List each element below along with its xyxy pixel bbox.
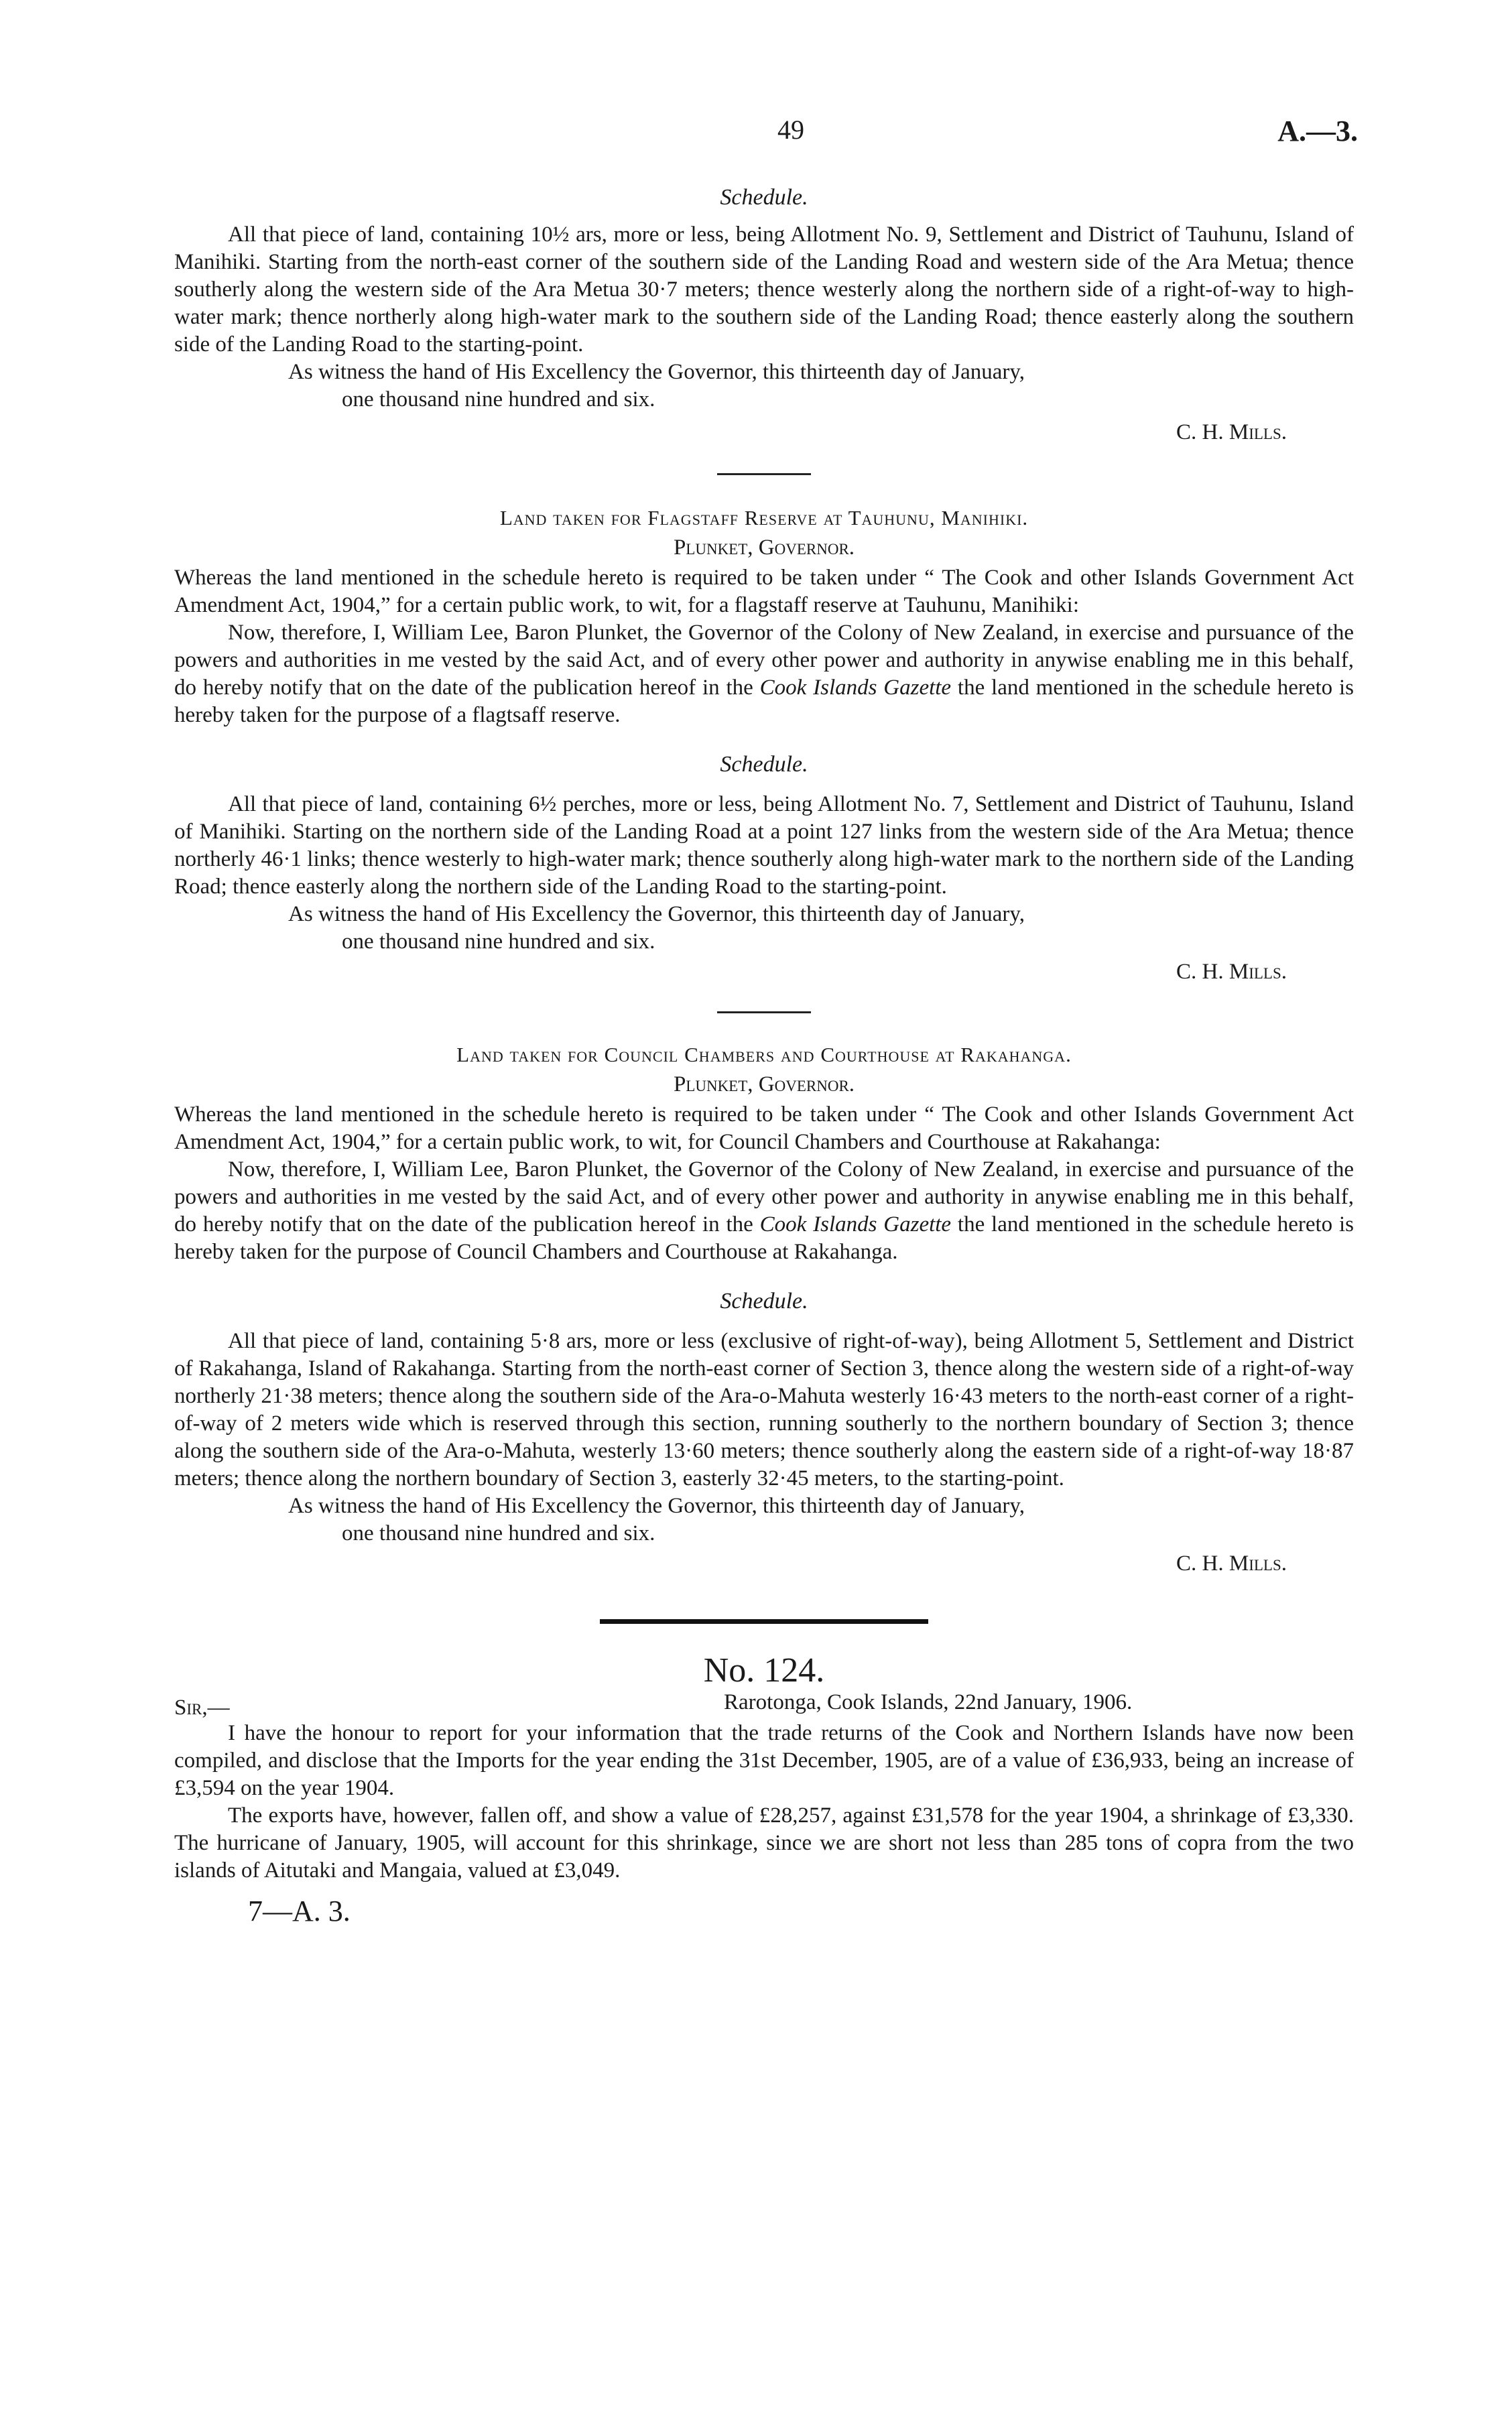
schedule-body: All that piece of land, containing 6½ perches, more or less, being Allotment No. 7, Settlement and District of Tauhunu, Island of Manihiki. Starting on the northern side of the Landing Road at a point 127 links from the western side of the Ara Metua; thence northerly 46·1 links; thence westerly to high-water mark; thence southerly along high-water mark to the northern side of the Landing Road; thence easterly along the northern side of the Landing Road to the starting-point. <box>174 792 1354 899</box>
section-divider <box>600 1619 928 1624</box>
proclamation-paragraph: Now, therefore, I, William Lee, Baron Plunket, the Governor of the Colony of New Zealand, in exercise and pursuance of the powers and authorities in me vested by the said Act, and of every other power and authority in anywise enabling me in this behalf, do hereby notify that on the date of the publication hereof in the Cook Islands Gazette the land mentioned in the schedule hereto is hereby taken for the purpose of Council Chambers and Courthouse at Rakahanga. <box>174 1157 1354 1264</box>
governor-line: Plunket, Governor. <box>673 535 855 560</box>
salutation: Sir,— <box>174 1696 230 1720</box>
proclamation-paragraph: Now, therefore, I, William Lee, Baron Plunket, the Governor of the Colony of New Zealand, in exercise and pursuance of the powers and authorities in me vested by the said Act, and of every other power and authority in anywise enabling me in this behalf, do hereby notify that on the date of the publication hereof in the Cook Islands Gazette the land mentioned in the schedule hereto is hereby taken for the purpose of a flagtsaff reserve. <box>174 621 1354 727</box>
witness-clause: As witness the hand of His Excellency the Governor, this thirteenth day of January, one thousand nine hundred and six. <box>288 1494 1025 1545</box>
place-date: Rarotonga, Cook Islands, 22nd January, 1906. <box>724 1690 1133 1714</box>
letter-header <box>174 1690 1354 1720</box>
schedule-title: Schedule. <box>720 752 808 777</box>
schedule-title: Schedule. <box>720 185 808 210</box>
signature: C. H. Mills. <box>1176 960 1287 984</box>
whereas-paragraph: Whereas the land mentioned in the schedule hereto is required to be taken under “ The Cook and other Islands Government Act Amendment Act, 1904,” for a certain public work, to wit, for Council Chambers and Courthouse at Rakahanga: <box>174 1102 1354 1154</box>
governor-line: Plunket, Governor. <box>673 1072 855 1096</box>
signature: C. H. Mills. <box>1176 420 1287 444</box>
signature: C. H. Mills. <box>1176 1551 1287 1576</box>
schedule-title: Schedule. <box>720 1289 808 1314</box>
letter-number: No. 124. <box>703 1651 825 1690</box>
schedule-body: All that piece of land, containing 5·8 ars, more or less (exclusive of right-of-way), being Allotment 5, Settlement and District of Rakahanga, Island of Rakahanga. Starting from the north-east corner of Section 3, thence along the western side of a right-of-way northerly 21·38 meters; thence along the southern side of the Ara-o-Mahuta westerly 16·43 meters to the north-east corner of a right-of-way of 2 meters wide which is reserved through this section, running southerly to the northern boundary of Section 3; thence along the southern side of the Ara-o-Mahuta, westerly 13·60 meters; thence southerly along the eastern side of a right-of-way 18·87 meters; thence along the northern boundary of Section 3, easterly 32·45 meters, to the starting-point. <box>174 1329 1354 1490</box>
page-content <box>174 114 1354 1928</box>
letter-paragraph: I have the honour to report for your information that the trade returns of the Cook and Northern Islands have now been compiled, and disclose that the Imports for the year ending the 31st December, 1905, are of a value of £36,933, being an increase of £3,594 on the year 1904. <box>174 1721 1354 1800</box>
document-reference: A.—3. <box>1277 115 1358 147</box>
page-number: 49 <box>777 115 804 145</box>
notice-heading: Land taken for Flagstaff Reserve at Tauhunu, Manihiki. <box>499 506 1029 529</box>
whereas-paragraph: Whereas the land mentioned in the schedule hereto is required to be taken under “ The Cook and other Islands Government Act Amendment Act, 1904,” for a certain public work, to wit, for a flagstaff reserve at Tauhunu, Manihiki: <box>174 566 1354 617</box>
schedule-body: All that piece of land, containing 10½ ars, more or less, being Allotment No. 9, Settlement and District of Tauhunu, Island of Manihiki. Starting from the north-east corner of the southern side of the Landing Road and western side of the Ara Metua; thence southerly along the western side of the Ara Metua 30·7 meters; thence westerly along the northern side of a right-of-way to high-water mark; thence northerly along high-water mark to the southern side of the Landing Road; thence easterly along the southern side of the Landing Road to the starting-point. <box>174 223 1354 357</box>
notice-heading: Land taken for Council Chambers and Courthouse at Rakahanga. <box>456 1043 1072 1066</box>
witness-clause: As witness the hand of His Excellency the Governor, this thirteenth day of January, one thousand nine hundred and six. <box>288 902 1025 954</box>
letter-paragraph: The exports have, however, fallen off, and show a value of £28,257, against £31,578 for the year 1904, a shrinkage of £3,330. The hurricane of January, 1905, will account for this shrinkage, since we are short not less than 285 tons of copra from the two islands of Aitutaki and Mangaia, valued at £3,049. <box>174 1803 1354 1883</box>
footer-signature-mark: 7—A. 3. <box>248 1895 351 1927</box>
witness-clause: As witness the hand of His Excellency the Governor, this thirteenth day of January, one thousand nine hundred and six. <box>288 360 1025 411</box>
